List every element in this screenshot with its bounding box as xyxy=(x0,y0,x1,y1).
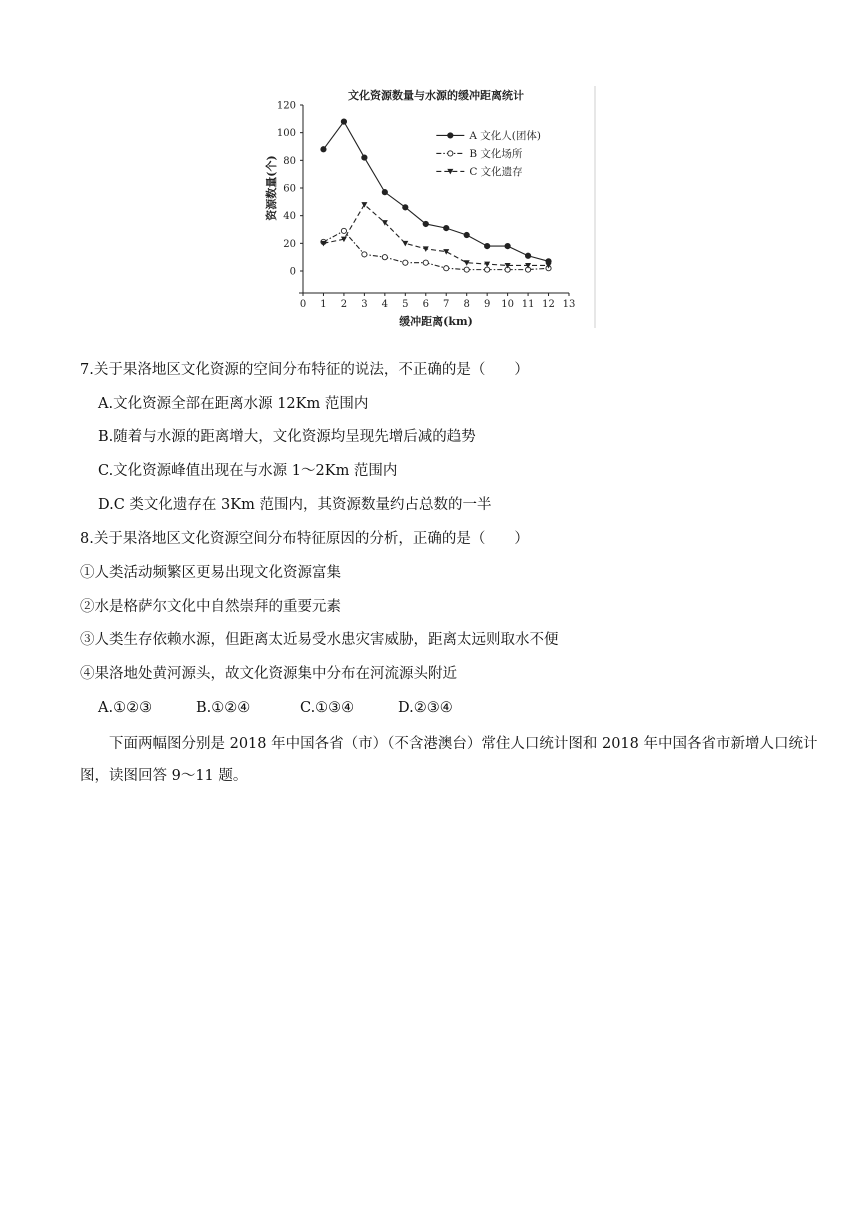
data-point xyxy=(464,232,469,237)
legend-marker xyxy=(448,133,453,138)
x-tick-label: 0 xyxy=(299,299,307,310)
y-tick-label: 60 xyxy=(283,183,296,195)
x-tick-label: 5 xyxy=(402,299,409,310)
y-tick-label: 0 xyxy=(289,266,296,278)
q7-option-c: C.文化资源峰值出现在与水源 1～2Km 范围内 xyxy=(98,463,398,479)
series-line-1 xyxy=(323,122,548,262)
data-point xyxy=(402,241,408,247)
q8-item-2: ②水是格萨尔文化中自然崇拜的重要元素 xyxy=(80,599,341,615)
data-point xyxy=(485,267,490,272)
q8-item-1: ①人类活动频繁区更易出现文化资源富集 xyxy=(80,565,341,581)
x-tick-label: 2 xyxy=(340,299,348,310)
x-tick-label: 1 xyxy=(320,299,327,310)
q8-item-3: ③人类生存依赖水源，但距离太近易受水患灾害威胁，距离太远则取水不便 xyxy=(80,632,559,648)
data-point xyxy=(444,226,449,231)
q7-option-a: A.文化资源全部在距离水源 12Km 范围内 xyxy=(98,396,369,412)
data-point xyxy=(362,252,367,257)
data-point xyxy=(382,190,387,195)
data-point xyxy=(485,244,490,249)
data-point xyxy=(464,267,469,272)
y-tick-label: 20 xyxy=(283,238,296,250)
q7-option-b: B.随着与水源的距离增大，文化资源均呈现先增后减的趋势 xyxy=(98,429,476,445)
data-point xyxy=(403,205,408,210)
legend-marker xyxy=(448,151,453,156)
q8-option-c: C.①③④ xyxy=(300,700,355,716)
legend-label: C 文化遗存 xyxy=(469,165,523,178)
x-tick-label: 4 xyxy=(381,299,389,310)
q8-option-b: B.①②④ xyxy=(196,700,251,716)
x-tick-label: 3 xyxy=(361,299,368,310)
x-axis-label: 缓冲距离(km) xyxy=(399,315,473,328)
q8-item-4: ④果洛地处黄河源头，故文化资源集中分布在河流源头附近 xyxy=(80,666,457,682)
data-point xyxy=(362,155,367,160)
data-point xyxy=(341,119,346,124)
data-point xyxy=(443,249,449,255)
y-tick-label: 80 xyxy=(283,155,296,167)
y-tick-label: 100 xyxy=(276,128,296,140)
line-chart xyxy=(262,84,598,330)
series-line-3 xyxy=(323,205,548,266)
data-point xyxy=(341,228,346,233)
data-point xyxy=(403,260,408,265)
data-point xyxy=(321,147,326,152)
data-point xyxy=(525,253,530,258)
x-tick-label: 7 xyxy=(443,299,450,310)
chart-svg xyxy=(262,84,598,330)
data-point xyxy=(423,221,428,226)
x-tick-label: 13 xyxy=(562,299,576,310)
q7-stem: 7.关于果洛地区文化资源的空间分布特征的说法，不正确的是（ ） xyxy=(80,362,529,378)
q8-choices xyxy=(98,698,453,718)
x-tick-label: 6 xyxy=(422,299,429,310)
q8-stem: 8.关于果洛地区文化资源空间分布特征原因的分析，正确的是（ ） xyxy=(80,531,529,547)
data-point xyxy=(423,260,428,265)
q8-option-a: A.①②③ xyxy=(98,700,153,716)
x-tick-label: 12 xyxy=(542,299,555,310)
q8-option-d: D.②③④ xyxy=(398,700,453,716)
x-tick-label: 8 xyxy=(463,299,470,310)
q7-option-d: D.C 类文化遗存在 3Km 范围内，其资源数量约占总数的一半 xyxy=(98,497,492,513)
data-point xyxy=(444,266,449,271)
data-point xyxy=(505,244,510,249)
data-point xyxy=(382,255,387,260)
x-tick-label: 11 xyxy=(521,299,535,310)
x-tick-label: 9 xyxy=(483,299,491,310)
y-tick-label: 120 xyxy=(276,100,296,112)
y-tick-label: 40 xyxy=(283,211,296,223)
chart-title: 文化资源数量与水源的缓冲距离统计 xyxy=(348,89,524,102)
intro-paragraph: 下面两幅图分别是 2018 年中国各省（市）（不含港澳台）常住人口统计图和 2018 年中国各省市新增人口统计图，读图回答 9～11 题。 xyxy=(80,736,818,784)
legend-label: B 文化场所 xyxy=(469,147,523,160)
y-axis-label: 资源数量(个) xyxy=(265,155,278,221)
x-tick-label: 10 xyxy=(501,299,514,310)
legend-label: A 文化人(团体) xyxy=(469,129,541,142)
